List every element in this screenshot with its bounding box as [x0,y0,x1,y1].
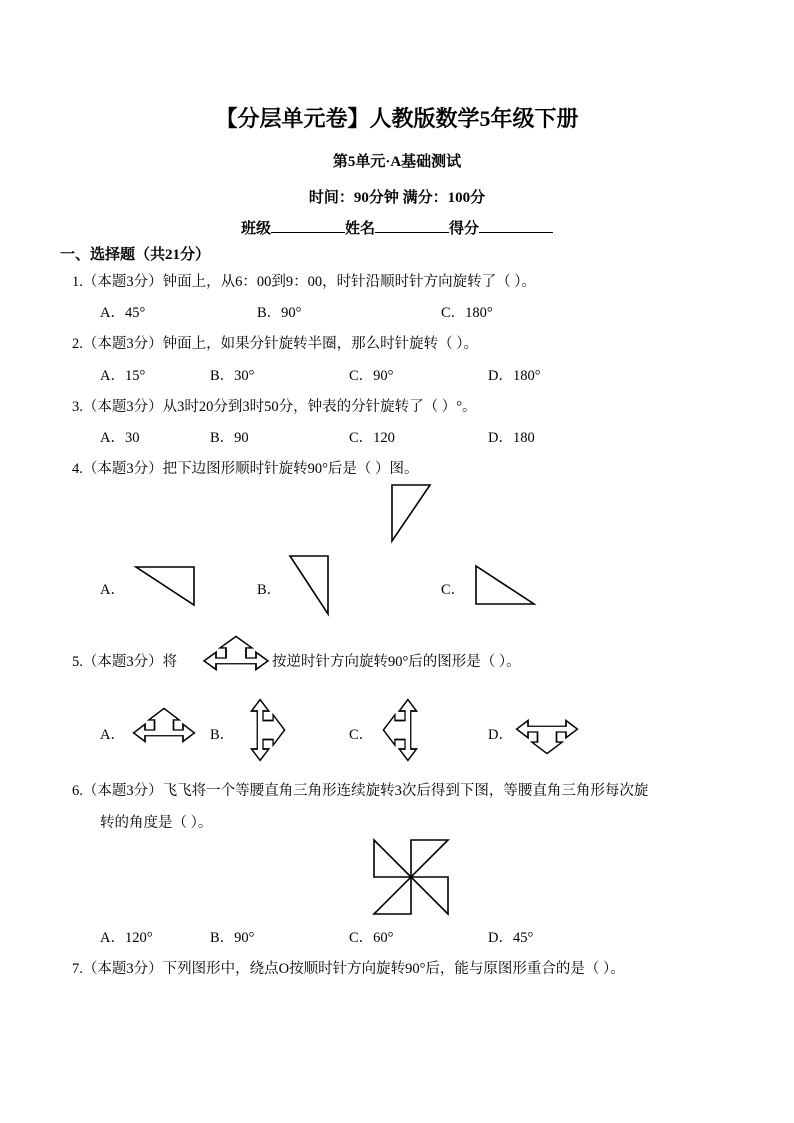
page-title: 【分层单元卷】人教版数学5年级下册 [215,106,579,131]
q1-option-a[interactable]: A．45° [100,305,146,321]
q1-option-c[interactable]: C．180° [441,305,493,321]
class-label: 班级 [240,221,271,237]
q6-pinwheel-figure [372,838,450,916]
q5-option-a[interactable]: A． [100,727,125,743]
q5-original-arrow-shape [203,635,269,681]
q4-option-b[interactable]: B． [257,582,282,598]
q3-option-a[interactable]: A．30 [100,430,140,446]
q5-option-d[interactable]: D． [488,727,513,743]
question-5-prefix: 5.（本题3分）将 [72,654,178,670]
q2-option-d[interactable]: D．180° [488,368,541,384]
time-score: 时间：90分钟 满分：100分 [308,190,486,206]
q4-option-b-triangle[interactable] [288,554,330,616]
q4-option-a-triangle[interactable] [134,565,196,607]
q5-option-b[interactable]: B． [210,727,235,743]
question-7: 7.（本题3分）下列图形中，绕点O按顺时针方向旋转90°后，能与原图形重合的是（ ）。 [72,961,625,977]
question-4: 4.（本题3分）把下边图形顺时针旋转90°后是（ ）图。 [72,461,419,477]
score-blank[interactable] [479,218,553,233]
question-5-suffix: 按逆时针方向旋转90°后的图形是（ ）。 [272,654,521,670]
q5-option-b-shape[interactable] [236,698,290,762]
q3-option-d[interactable]: D．180 [488,430,535,446]
q4-option-a[interactable]: A． [100,582,125,598]
q6-option-b[interactable]: B．90° [210,930,255,946]
q6-option-c[interactable]: C．60° [349,930,394,946]
q3-option-b[interactable]: B．90 [210,430,249,446]
name-label: 姓名 [344,221,375,237]
q1-option-b[interactable]: B．90° [257,305,302,321]
score-label: 得分 [449,221,480,237]
page-subtitle: 第5单元·A基础测试 [332,154,462,170]
q2-option-c[interactable]: C．90° [349,368,394,384]
question-6: 6.（本题3分）飞飞将一个等腰直角三角形连续旋转3次后得到下图，等腰直角三角形每次旋 [72,783,649,799]
q2-option-a[interactable]: A．15° [100,368,146,384]
question-2: 2.（本题3分）钟面上，如果分针旋转半圈，那么时针旋转（ ）。 [72,336,478,352]
q6-option-d[interactable]: D．45° [488,930,534,946]
q5-option-c[interactable]: C． [349,727,374,743]
q2-option-b[interactable]: B．30° [210,368,255,384]
q6-option-a[interactable]: A．120° [100,930,153,946]
q4-option-c-triangle[interactable] [474,564,536,606]
q4-option-c[interactable]: C． [441,582,466,598]
q3-option-c[interactable]: C．120 [349,430,395,446]
question-3: 3.（本题3分）从3时20分到3时50分，钟表的分针旋转了（ ）°。 [72,399,477,415]
q5-option-d-shape[interactable] [514,709,580,755]
student-info-row [0,217,794,238]
name-blank[interactable] [375,218,449,233]
question-6-line2: 转的角度是（ ）。 [100,815,213,831]
section-title: 一、选择题（共21分） [60,247,211,263]
question-1: 1.（本题3分）钟面上，从6：00到9：00，时针沿顺时针方向旋转了（ ）。 [72,274,536,290]
q4-original-triangle [390,483,432,543]
q5-option-a-shape[interactable] [131,707,197,753]
class-blank[interactable] [271,218,345,233]
q5-option-c-shape[interactable] [378,698,432,762]
